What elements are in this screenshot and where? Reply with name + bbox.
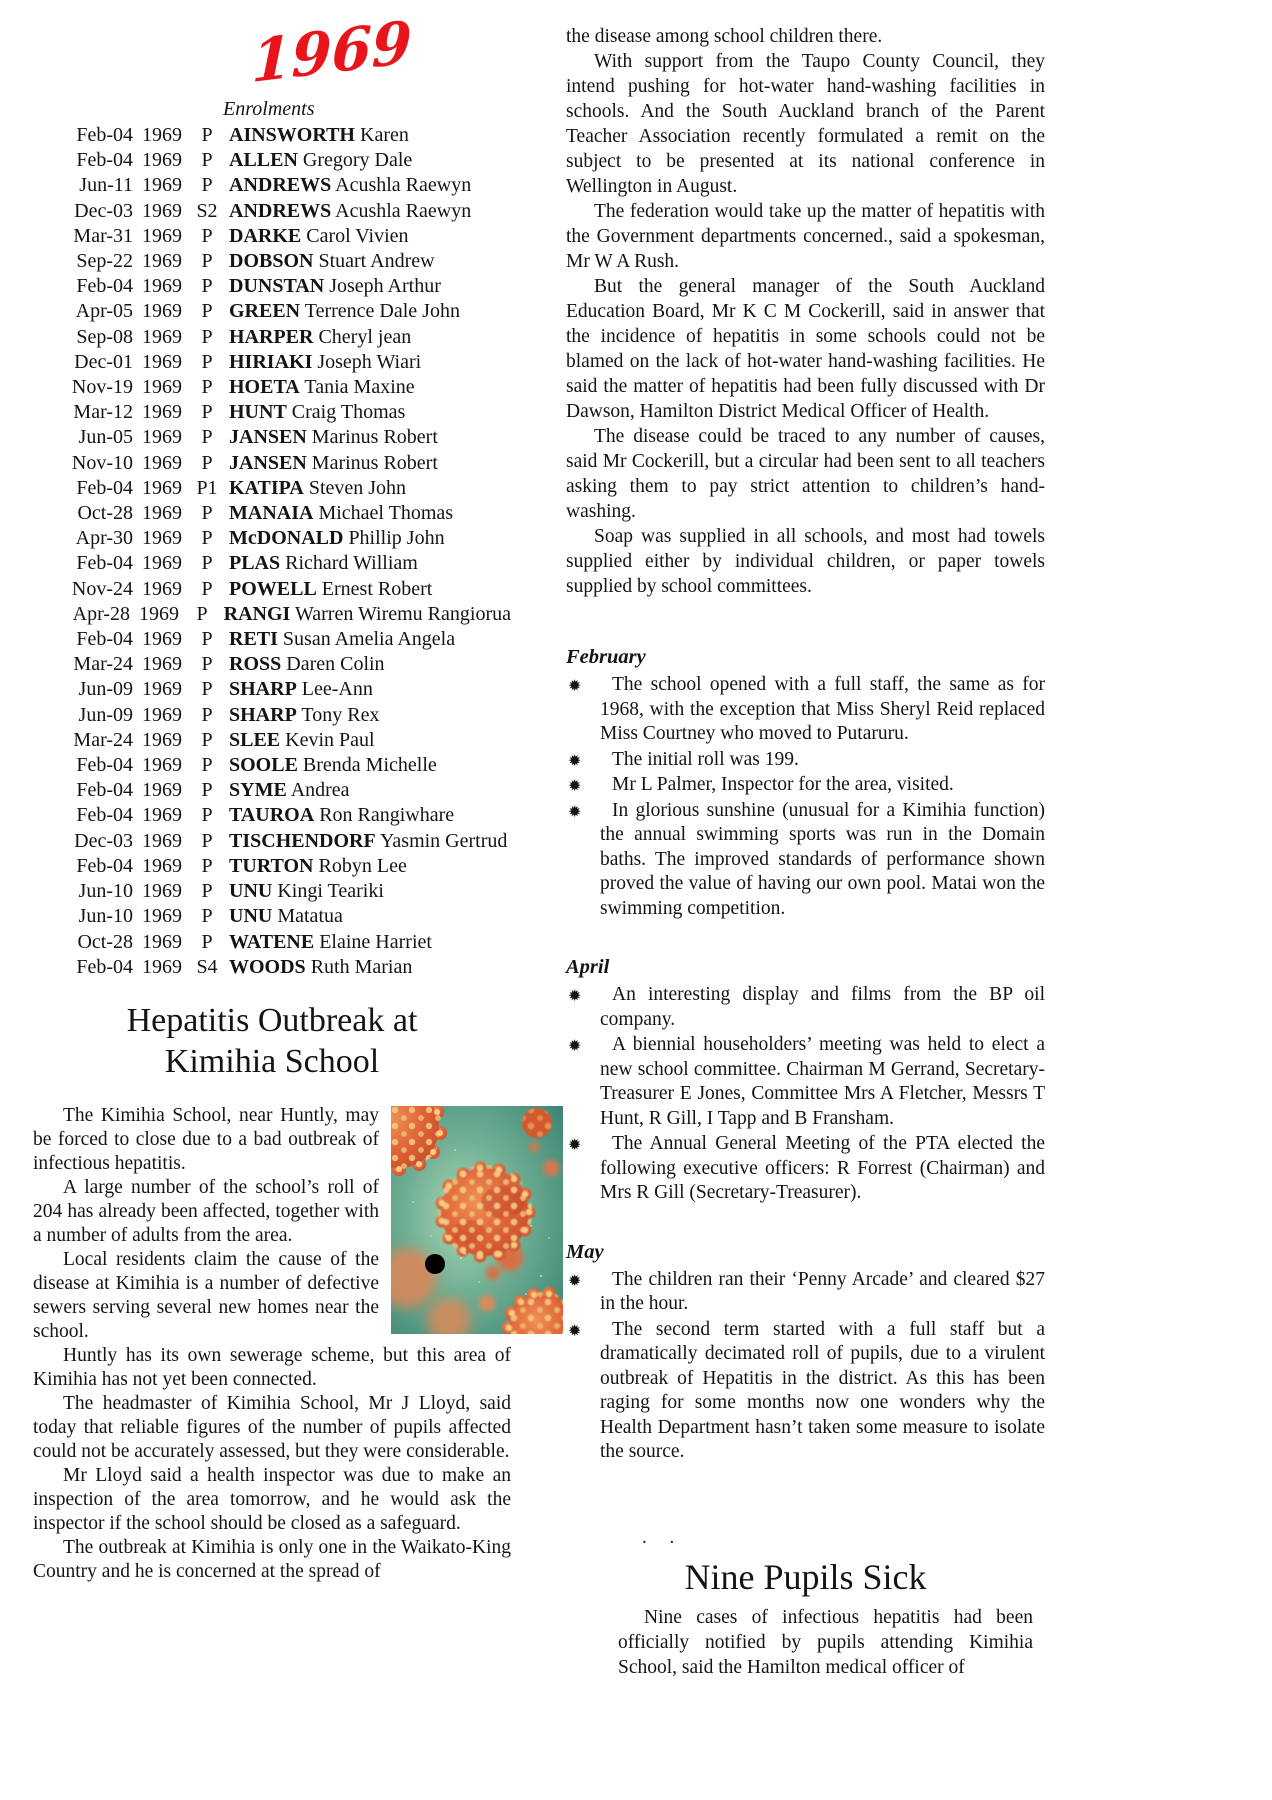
table-row	[33, 451, 511, 476]
enrol-date: Feb-04	[76, 804, 133, 827]
article-paragraph: the disease among school children there.	[566, 26, 883, 47]
enrol-surname: WATENE	[229, 930, 315, 953]
bullet-text: A biennial householders’ meeting was held to elect a new school committee. Chairman M Gerrand, Secretary-Treasurer E Jones, Committee Mrs A Fletcher, Messrs T Hunt, R Gill, I Tapp and B Fransham.	[600, 1034, 1045, 1129]
article-paragraph: The Kimihia School, near Huntly, may be forced to close due to a bad outbreak of infectious hepatitis.	[33, 1104, 379, 1174]
enrol-name: SLEE Kevin Paul	[229, 728, 375, 751]
bullet-text: In glorious sunshine (unusual for a Kimihia function) the annual swimming sports was run in the Domain baths. The improved standards of performance shown proved the value of having our own pool. Matai won the swimming competition.	[600, 799, 1045, 919]
table-row	[33, 677, 511, 702]
table-row	[33, 930, 511, 955]
bullet-item	[566, 1033, 1045, 1131]
enrol-year: 1969	[142, 426, 182, 449]
table-row	[33, 224, 511, 249]
enrol-surname: PLAS	[229, 552, 281, 575]
table-row	[33, 400, 511, 425]
enrol-year: 1969	[142, 350, 182, 373]
enrol-date: Feb-04	[76, 149, 133, 172]
right-column	[566, 24, 1045, 1680]
enrol-code: P	[201, 174, 213, 197]
enrol-year: 1969	[142, 149, 182, 172]
enrol-code: P	[201, 224, 213, 247]
table-row	[33, 425, 511, 450]
article-paragraph: A large number of the school’s roll of 204 has already been affected, together with a number of adults from the area.	[33, 1176, 379, 1246]
starburst-bullet-icon: ✹	[568, 1320, 582, 1340]
enrol-surname: HARPER	[229, 325, 314, 348]
enrol-code: P	[201, 502, 213, 525]
enrol-code: P	[201, 880, 213, 903]
enrol-code: P	[201, 653, 213, 676]
enrol-surname: SHARP	[229, 703, 297, 726]
bullet-item	[566, 1132, 1045, 1206]
enrol-surname: TAUROA	[229, 804, 315, 827]
table-row	[33, 199, 511, 224]
enrol-year: 1969	[142, 451, 182, 474]
enrol-year: 1969	[142, 300, 182, 323]
enrol-year: 1969	[142, 703, 182, 726]
enrol-code: P	[201, 451, 213, 474]
article-title-line2: Kimihia School	[164, 1042, 380, 1080]
enrol-name: SOOLE Brenda Michelle	[229, 754, 437, 777]
enrol-name: ALLEN Gregory Dale	[229, 149, 413, 172]
enrol-name: ROSS Daren Colin	[229, 653, 385, 676]
enrol-surname: RETI	[229, 628, 278, 651]
table-row	[33, 955, 511, 980]
enrol-date: Jun-09	[78, 703, 133, 726]
enrol-code: P	[201, 678, 213, 701]
bottom-article-body	[566, 1605, 1045, 1680]
enrolments-label: Enrolments	[223, 98, 315, 120]
enrol-year: 1969	[142, 728, 182, 751]
enrol-year: 1969	[142, 804, 182, 827]
enrol-surname: McDONALD	[229, 527, 344, 550]
enrol-date: Feb-04	[76, 476, 133, 499]
enrol-name: UNU Matatua	[229, 905, 343, 928]
enrol-name: HIRIAKI Joseph Wiari	[229, 350, 422, 373]
table-row	[33, 803, 511, 828]
enrol-name: TISCHENDORF Yasmin Gertrud	[229, 829, 508, 852]
year-heading: 1969	[251, 7, 413, 97]
enrol-surname: GREEN	[229, 300, 301, 323]
right-top-paragraphs	[566, 24, 1045, 599]
enrolments-table	[33, 123, 511, 980]
enrol-surname: MANAIA	[229, 502, 314, 525]
enrol-year: 1969	[142, 174, 182, 197]
enrol-date: Nov-19	[71, 376, 133, 399]
enrol-year: 1969	[142, 552, 182, 575]
enrol-name: SHARP Tony Rex	[229, 703, 380, 726]
starburst-bullet-icon: ✹	[568, 750, 582, 770]
enrol-code: P	[201, 350, 213, 373]
bullet-item	[566, 1318, 1045, 1465]
enrol-surname: TISCHENDORF	[229, 829, 376, 852]
bullet-text: The second term started with a full staff but a dramatically decimated roll of pupils, due to a virulent outbreak of Hepatitis in the district. As this has been raging for some months now one wonders why the Health Department hasn’t taken some measure to isolate the source.	[600, 1318, 1045, 1462]
enrol-year: 1969	[142, 124, 182, 146]
enrol-code: P	[196, 602, 208, 625]
enrol-year: 1969	[142, 779, 182, 802]
enrol-code: P	[201, 325, 213, 348]
enrol-code: P	[201, 149, 213, 172]
article-paragraph: Nine cases of infectious hepatitis had been officially notified by pupils attending Kimihia School, said the Hamilton medical officer of	[618, 1606, 1033, 1678]
enrol-code: P	[201, 527, 213, 550]
enrol-year: 1969	[142, 224, 182, 247]
table-row	[33, 526, 511, 551]
enrol-date: Feb-04	[76, 854, 133, 877]
enrol-code: P	[201, 728, 213, 751]
enrol-code: P	[201, 854, 213, 877]
enrol-surname: JANSEN	[229, 426, 307, 449]
table-row	[33, 325, 511, 350]
enrol-year: 1969	[142, 754, 182, 777]
enrol-year: 1969	[142, 930, 182, 953]
enrol-date: Jun-10	[78, 880, 133, 903]
table-row	[33, 854, 511, 879]
enrol-date: Apr-05	[75, 300, 133, 323]
starburst-bullet-icon: ✹	[568, 986, 582, 1005]
starburst-bullet-icon: ✹	[568, 1270, 582, 1290]
table-row	[33, 577, 511, 602]
enrol-surname: HOETA	[229, 376, 300, 399]
enrol-date: Apr-30	[75, 527, 133, 550]
table-row	[33, 173, 511, 198]
enrol-date: Sep-08	[76, 325, 133, 348]
enrol-surname: AINSWORTH	[229, 124, 355, 146]
table-row	[33, 123, 511, 148]
table-row	[33, 476, 511, 501]
left-column	[33, 7, 511, 1584]
enrol-code: P	[201, 930, 213, 953]
enrol-date: Mar-24	[73, 653, 133, 676]
article-paragraph: The headmaster of Kimihia School, Mr J Lloyd, said today that reliable figures of the number of pupils affected could not be accurately assessed, but they were considerable.	[33, 1392, 511, 1462]
enrol-year: 1969	[142, 577, 182, 600]
enrol-name: JANSEN Marinus Robert	[229, 426, 438, 449]
table-row	[33, 148, 511, 173]
bullet-item	[566, 673, 1045, 747]
enrol-name: DOBSON Stuart Andrew	[229, 250, 435, 273]
bullet-text: The children ran their ‘Penny Arcade’ and cleared $27 in the hour.	[600, 1268, 1045, 1314]
enrol-name: UNU Kingi Teariki	[229, 880, 384, 903]
enrol-surname: SYME	[229, 779, 287, 802]
enrol-name: HOETA Tania Maxine	[229, 376, 415, 399]
enrol-date: Nov-10	[71, 451, 133, 474]
enrol-code: P	[201, 401, 213, 424]
article-title-line1: Hepatitis Outbreak at	[126, 1001, 418, 1039]
table-row	[33, 551, 511, 576]
enrol-name: DARKE Carol Vivien	[229, 224, 409, 247]
table-row	[33, 274, 511, 299]
enrol-name: SHARP Lee-Ann	[229, 678, 373, 701]
article-paragraph: Soap was supplied in all schools, and most had towels supplied either by individual children, or paper towels supplied by school committees.	[566, 526, 1045, 597]
bullet-text: The school opened with a full staff, the same as for 1968, with the exception that Miss Sheryl Reid replaced Miss Courtney who moved to Putaruru.	[600, 674, 1045, 744]
table-row	[33, 703, 511, 728]
enrol-code: S4	[196, 955, 218, 978]
enrol-year: 1969	[142, 476, 182, 499]
table-row	[33, 904, 511, 929]
stray-dots: . .	[642, 1526, 684, 1548]
enrol-name: ANDREWS Acushla Raewyn	[229, 199, 472, 222]
enrol-name: WATENE Elaine Harriet	[229, 930, 432, 953]
enrol-year: 1969	[142, 854, 182, 877]
enrol-name: McDONALD Phillip John	[229, 527, 445, 550]
bullet-text: An interesting display and films from the BP oil company.	[600, 984, 1045, 1030]
enrol-year: 1969	[142, 628, 182, 651]
enrol-surname: KATIPA	[229, 476, 304, 499]
bullet-item	[566, 1268, 1045, 1317]
enrol-surname: DUNSTAN	[229, 275, 325, 298]
starburst-bullet-icon: ✹	[568, 676, 582, 695]
table-row	[33, 829, 511, 854]
enrol-name: HARPER Cheryl jean	[229, 325, 412, 348]
table-row	[33, 602, 511, 627]
enrol-date: Dec-03	[74, 199, 133, 222]
enrol-year: 1969	[142, 829, 182, 852]
enrol-name: SYME Andrea	[229, 779, 350, 802]
table-row	[33, 249, 511, 274]
article-paragraph: With support from the Taupo County Council, they intend pushing for hot-water hand-washing facilities in schools. And the South Auckland branch of the Parent Teacher Association recently formulated a remit on the subject to be presented at its national conference in Wellington in August.	[566, 51, 1045, 197]
month-heading: April	[566, 956, 610, 978]
enrol-surname: ROSS	[229, 653, 282, 676]
enrol-name: GREEN Terrence Dale John	[229, 300, 460, 323]
bullet-item	[566, 748, 1045, 773]
enrol-code: P	[201, 779, 213, 802]
enrol-name: POWELL Ernest Robert	[229, 577, 433, 600]
enrol-surname: SOOLE	[229, 754, 298, 777]
enrol-name: AINSWORTH Karen	[229, 124, 409, 146]
enrol-date: Jun-05	[78, 426, 133, 449]
enrol-name: TURTON Robyn Lee	[229, 854, 407, 877]
enrol-code: P	[201, 552, 213, 575]
month-heading: May	[566, 1240, 604, 1263]
enrol-name: JANSEN Marinus Robert	[229, 451, 438, 474]
enrol-date: Feb-04	[76, 124, 133, 146]
enrol-code: P	[201, 275, 213, 298]
enrol-name: RETI Susan Amelia Angela	[229, 628, 456, 651]
enrol-code: P	[201, 577, 213, 600]
enrol-year: 1969	[142, 325, 182, 348]
bullet-item	[566, 983, 1045, 1032]
starburst-bullet-icon: ✹	[568, 1036, 582, 1055]
enrol-year: 1969	[142, 502, 182, 525]
enrol-date: Oct-28	[77, 502, 133, 525]
article-paragraph: Mr Lloyd said a health inspector was due to make an inspection of the area tomorrow, and he would ask the inspector if the school should be closed as a safeguard.	[33, 1464, 511, 1534]
bullet-item	[566, 799, 1045, 922]
article-paragraph: But the general manager of the South Auckland Education Board, Mr K C M Cockerill, said in answer that the incidence of hepatitis in some schools could not be blamed on the lack of hot-water hand-washing facilities. He said the matter of hepatitis had been fully discussed with Dr Dawson, Hamilton District Medical Officer of Health.	[566, 276, 1045, 422]
bottom-article-title: Nine Pupils Sick	[684, 1556, 927, 1597]
enrol-name: MANAIA Michael Thomas	[229, 502, 454, 525]
enrol-code: P	[201, 754, 213, 777]
table-row	[33, 879, 511, 904]
enrol-surname: DARKE	[229, 224, 302, 247]
enrol-date: Feb-04	[76, 552, 133, 575]
enrol-date: Feb-04	[76, 628, 133, 651]
enrol-year: 1969	[142, 678, 182, 701]
enrol-year: 1969	[142, 199, 182, 222]
enrol-surname: HUNT	[229, 401, 287, 424]
enrol-code: S2	[196, 199, 218, 222]
starburst-bullet-icon: ✹	[568, 1135, 582, 1154]
article-paragraph: The outbreak at Kimihia is only one in the Waikato-King Country and he is concerned at the spread of	[33, 1536, 511, 1582]
left-article-body	[33, 1104, 511, 1584]
enrol-surname: HIRIAKI	[229, 350, 313, 373]
enrol-name: WOODS Ruth Marian	[229, 955, 413, 978]
enrol-date: Feb-04	[76, 275, 133, 298]
enrol-date: Feb-04	[76, 779, 133, 802]
enrol-date: Apr-28	[72, 602, 130, 625]
table-row	[33, 501, 511, 526]
article-paragraph: Local residents claim the cause of the disease at Kimihia is a number of defective sewers serving several new homes near the school.	[33, 1248, 379, 1342]
bullet-text: Mr L Palmer, Inspector for the area, visited.	[612, 774, 954, 795]
month-sections	[566, 645, 1045, 1465]
enrol-year: 1969	[139, 602, 179, 625]
table-row	[33, 299, 511, 324]
enrol-code: P	[201, 250, 213, 273]
enrol-name: RANGI Warren Wiremu Rangiorua	[223, 602, 511, 625]
enrol-name: KATIPA Steven John	[229, 476, 407, 499]
enrol-name: PLAS Richard William	[229, 552, 418, 575]
enrol-year: 1969	[142, 250, 182, 273]
enrol-code: P	[201, 124, 213, 146]
enrol-date: Dec-03	[74, 829, 133, 852]
article-paragraph: The disease could be traced to any number of causes, said Mr Cockerill, but a circular had been sent to all teachers asking them to pay strict attention to children’s hand-washing.	[566, 426, 1045, 522]
enrol-date: Mar-12	[73, 401, 133, 424]
enrol-surname: UNU	[229, 880, 273, 903]
enrol-code: P	[201, 300, 213, 323]
article-paragraph: Huntly has its own sewerage scheme, but this area of Kimihia has not yet been connected.	[33, 1344, 511, 1390]
enrol-surname: DOBSON	[229, 250, 314, 273]
enrol-code: P	[201, 804, 213, 827]
enrol-year: 1969	[142, 275, 182, 298]
enrol-year: 1969	[142, 527, 182, 550]
enrol-code: P	[201, 628, 213, 651]
enrol-year: 1969	[142, 905, 182, 928]
enrol-year: 1969	[142, 401, 182, 424]
bullet-text: The initial roll was 199.	[612, 748, 799, 770]
enrol-code: P	[201, 905, 213, 928]
enrol-name: HUNT Craig Thomas	[229, 401, 406, 424]
article-title	[33, 1000, 511, 1082]
enrol-code: P	[201, 703, 213, 726]
hepatitis-virus-illustration	[391, 1106, 563, 1334]
enrol-year: 1969	[142, 880, 182, 903]
table-row	[33, 753, 511, 778]
enrol-year: 1969	[142, 955, 182, 978]
enrol-name: ANDREWS Acushla Raewyn	[229, 174, 472, 197]
enrol-date: Feb-04	[76, 955, 133, 978]
enrol-surname: POWELL	[229, 577, 317, 600]
table-row	[33, 728, 511, 753]
virus-image	[391, 1106, 563, 1334]
enrol-code: P	[201, 829, 213, 852]
enrol-date: Mar-31	[73, 224, 133, 247]
enrol-surname: ALLEN	[229, 149, 298, 172]
bullet-item	[566, 773, 1045, 798]
enrol-surname: JANSEN	[229, 451, 307, 474]
table-row	[33, 652, 511, 677]
table-row	[33, 778, 511, 803]
enrol-surname: SLEE	[229, 728, 281, 751]
enrol-surname: ANDREWS	[229, 199, 332, 222]
enrol-surname: WOODS	[229, 955, 306, 978]
article-paragraph: The federation would take up the matter of hepatitis with the Government departments concerned., said a spokesman, Mr W A Rush.	[566, 201, 1045, 272]
enrol-surname: ANDREWS	[229, 174, 332, 197]
enrol-code: P	[201, 376, 213, 399]
enrol-code: P1	[196, 476, 218, 499]
enrol-date: Oct-28	[77, 930, 133, 953]
enrol-date: Jun-10	[78, 905, 133, 928]
enrol-year: 1969	[142, 653, 182, 676]
table-row	[33, 350, 511, 375]
enrol-date: Dec-01	[74, 350, 133, 373]
enrol-year: 1969	[142, 376, 182, 399]
enrol-surname: SHARP	[229, 678, 297, 701]
table-row	[33, 375, 511, 400]
enrol-name: TAUROA Ron Rangiwhare	[229, 804, 455, 827]
enrol-date: Sep-22	[76, 250, 133, 273]
enrol-name: DUNSTAN Joseph Arthur	[229, 275, 441, 298]
bullet-text: The Annual General Meeting of the PTA elected the following executive officers: R Forrest (Chairman) and Mrs R Gill (Secretary-Treasurer).	[600, 1133, 1045, 1203]
enrol-date: Feb-04	[76, 754, 133, 777]
enrol-date: Nov-24	[71, 577, 133, 600]
month-heading: February	[566, 646, 646, 668]
enrol-surname: RANGI	[223, 602, 291, 625]
enrol-surname: TURTON	[229, 854, 314, 877]
enrol-surname: UNU	[229, 905, 273, 928]
enrol-date: Jun-11	[79, 174, 133, 197]
enrol-date: Jun-09	[78, 678, 133, 701]
starburst-bullet-icon: ✹	[568, 801, 582, 821]
table-row	[33, 627, 511, 652]
starburst-bullet-icon: ✹	[568, 776, 582, 795]
enrol-code: P	[201, 426, 213, 449]
enrol-date: Mar-24	[73, 728, 133, 751]
